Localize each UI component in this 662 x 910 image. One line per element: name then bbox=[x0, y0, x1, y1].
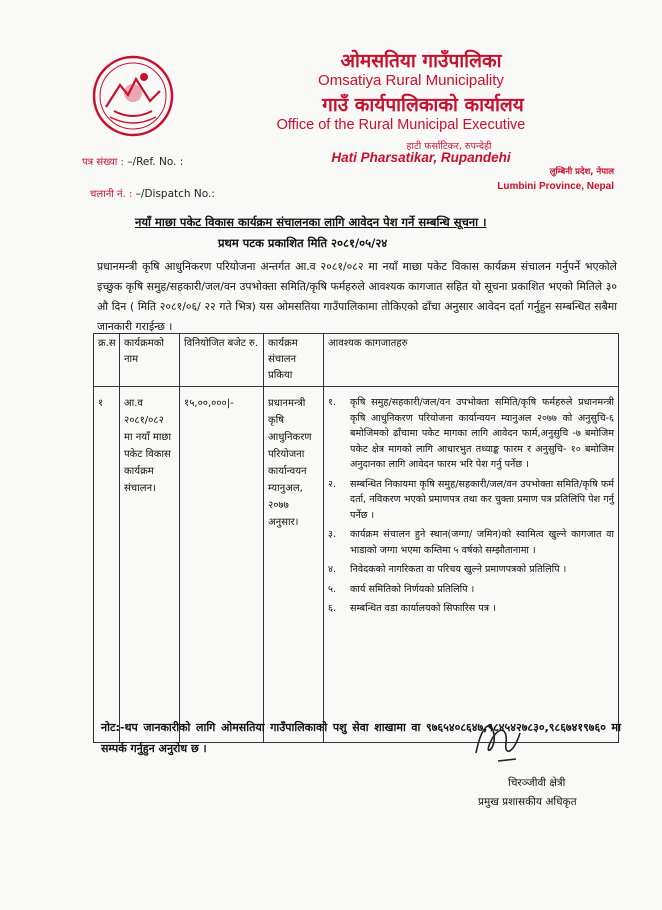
cell-program: आ.व २०८१/०८२ मा नयाँ माछा पकेट विकास कार्यक्रम संचालन। bbox=[120, 387, 180, 743]
cell-sn: १ bbox=[94, 387, 120, 743]
list-item: ३. कार्यक्रम संचालन हुने स्थान(जग्गा/ जमिन)को स्वामित्व खुल्ने कागजात वा भाडाको जग्गा भएमा कम्तिमा ५ वर्षको सम्झौतानामा । bbox=[328, 529, 614, 556]
notice-subject: नयाँ माछा पकेट विकास कार्यक्रम संचालनका लागि आवेदन पेश गर्ने सम्बन्धि सूचना । bbox=[135, 215, 487, 229]
dispatch-label-nepali: चलानी नं. : bbox=[90, 189, 133, 200]
list-item: १. कृषि समुह/सहकारी/जल/वन उपभोक्ता समिति/कृषि फर्महरुले प्रधानमन्त्री कृषि आधुनिकरण परियोजना कार्यान्वयन म्यानुअल २०७७ को अनुसुचि-६ बमोजिमको ढाँचामा पकेट मागका लागि आवेदन फार्म,अनुसुचि -७ बमोजिम पकेट क्षेत्र मागको लागि आधारभुत तथ्याङ्क फारम र अनुसुचि- १० बमोजिम अनुदानका लागि आवेदन फारम भरि पेश गर्नु पर्नेछ । bbox=[328, 397, 614, 470]
requirements-table bbox=[93, 333, 619, 743]
table-row bbox=[94, 387, 619, 743]
cell-budget: १५,००,०००|- bbox=[180, 387, 264, 743]
office-name-nepali: गाउँ कार्यपालिकाको कार्यालय bbox=[322, 94, 524, 116]
documents-list bbox=[328, 395, 614, 617]
notice-body: प्रधानमन्त्री कृषि आधुनिकरण परियोजना अन्तर्गत आ.व २०८१/०८२ मा नयाँ माछा पकेट विकास कार्यक्रम संचालन गर्नुपर्ने भएकोले इच्छुक कृषि समुह/सहकारी/जल/वन उपभोक्ता समिति/कृषि फर्महरुले आवश्यक कागजात सहित यो सूचना प्रकाशित भएको मितिले ३० औ दिन ( मिति २०८१/०६/ २२ गते भित्र) यस ओमसतिया गाउँपालिकामा तोकिएको ढाँचा अनुसार आवेदन दर्ता गर्नुहुन सम्बन्धित सबैमा जानकारी गराईन्छ । bbox=[97, 260, 617, 333]
header-program: कार्यक्रमको नाम bbox=[120, 334, 180, 387]
header-documents: आवश्यक कागजातहरु bbox=[324, 334, 619, 387]
address-nepali: हाटी फर्साटिकर, रुपन्देही bbox=[406, 141, 492, 152]
municipality-name-nepali: ओमसतिया गाउँपालिका bbox=[340, 50, 502, 72]
handwritten-signature bbox=[468, 713, 528, 769]
publish-date: प्रथम पटक प्रकाशित मिति २०८१/०५/२४ bbox=[218, 236, 388, 250]
signatory-name: चिरञ्जीवी क्षेत्री bbox=[508, 777, 566, 789]
contact-note: नोट:-थप जानकारीको लागि ओमसतिया गाउँपालिकाको पशु सेवा शाखामा वा ९७६५४०८६४७,९८४५४२७८३०,९८६७४१९७६० मा सम्पर्क गर्नुहुन अनुरोध छ । bbox=[101, 721, 621, 755]
list-item: ६. सम्बन्धित वडा कार्यालयको सिफारिस पत्र । bbox=[328, 603, 496, 614]
office-name-english: Office of the Rural Municipal Executive bbox=[276, 117, 526, 133]
header-sn: क्र.स bbox=[94, 334, 120, 387]
list-item: ४. निवेदकको नागरिकता वा परिचय खुल्ने प्रमाणपत्रको प्रतिलिपि । bbox=[328, 564, 567, 575]
dispatch-no-line bbox=[90, 186, 215, 200]
ref-label-english: –/Ref. No. : bbox=[127, 156, 184, 168]
ref-label-nepali: पत्र संख्या : bbox=[82, 157, 124, 168]
list-item: २. सम्बन्धित निकायमा कृषि समुह/सहकारी/जल/वन उपभोक्ता समिति/कृषि फर्म दर्ता, नविकरण भएको प्रमाणपत्र तथा कर चुक्ता प्रमाण पत्र प्रतिलिपि पेश गर्नु पर्नेछ । bbox=[328, 478, 614, 521]
list-item: ५. कार्य समितिको निर्णयको प्रतिलिपि । bbox=[328, 583, 475, 595]
dispatch-label-english: –/Dispatch No.: bbox=[135, 188, 215, 200]
cell-process: प्रधानमन्त्री कृषि आधुनिकरण परियोजना कार्यान्वयन म्यानुअल, २०७७ अनुसार। bbox=[264, 387, 324, 743]
cell-documents bbox=[324, 387, 619, 743]
ref-no-line bbox=[82, 154, 183, 168]
municipality-name-english: Omsatiya Rural Municipality bbox=[318, 72, 504, 89]
province-english: Lumbini Province, Nepal bbox=[497, 181, 614, 192]
province-nepali: लुम्बिनी प्रदेश, नेपाल bbox=[549, 167, 614, 177]
header-process: कार्यक्रम संचालन प्रकिया bbox=[264, 334, 324, 387]
signatory-title: प्रमुख प्रशासकीय अधिकृत bbox=[478, 796, 577, 808]
table-header-row bbox=[94, 334, 619, 387]
header-budget: विनियोजित बजेट रु. bbox=[180, 334, 264, 387]
address-english: Hati Pharsatikar, Rupandehi bbox=[331, 150, 511, 165]
